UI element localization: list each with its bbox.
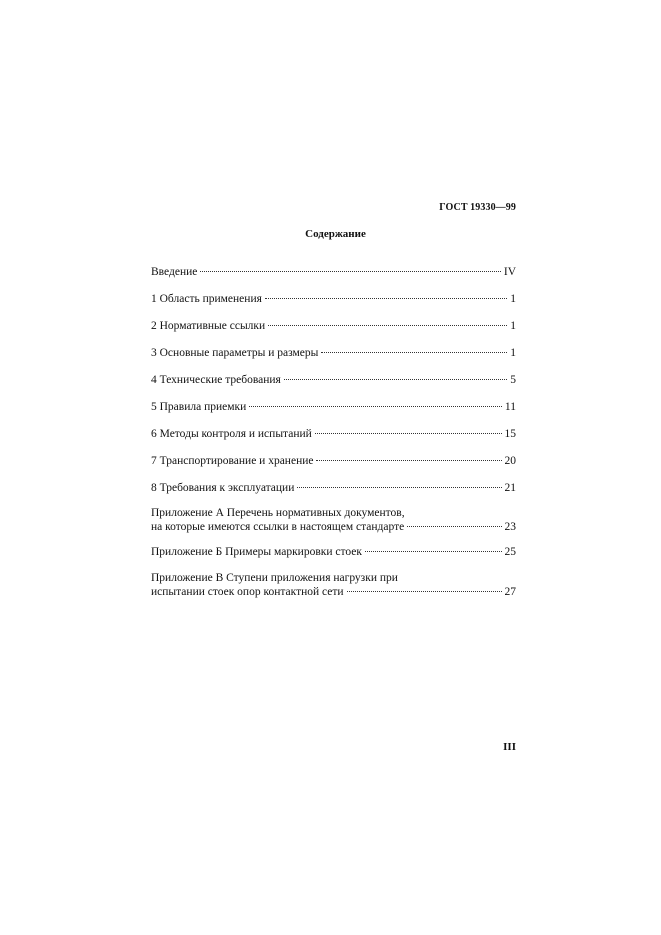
dot-leader xyxy=(347,590,502,592)
toc-entry-appendix-v[interactable] xyxy=(151,571,516,599)
toc-entry-page: 20 xyxy=(504,455,516,467)
toc-entry-test-methods[interactable] xyxy=(151,427,516,441)
toc-entry-page: 1 xyxy=(510,320,516,332)
toc-entry-text-line1: Приложение В Ступени приложения нагрузки при xyxy=(151,572,398,584)
toc-entry-text: 8 Требования к эксплуатации xyxy=(151,482,295,494)
toc-entry-scope[interactable] xyxy=(151,292,516,306)
toc-entry-text: 1 Область применения xyxy=(151,293,262,305)
toc-entry-page: 1 xyxy=(510,293,516,305)
toc-entry-text: на которые имеются ссылки в настоящем стандарте xyxy=(151,521,405,533)
toc-entry-introduction[interactable] xyxy=(151,265,516,279)
dot-leader xyxy=(316,459,501,461)
toc-entry-page: IV xyxy=(503,266,516,278)
toc-entry-page: 27 xyxy=(504,586,516,598)
toc-entry-text: 3 Основные параметры и размеры xyxy=(151,347,319,359)
toc-entry-transport-storage[interactable] xyxy=(151,454,516,468)
toc-entry-page: 15 xyxy=(504,428,516,440)
toc-entry-text: Введение xyxy=(151,266,198,278)
toc-entry-page: 1 xyxy=(510,347,516,359)
toc-entry-text: 4 Технические требования xyxy=(151,374,281,386)
toc-entry-operation-requirements[interactable] xyxy=(151,481,516,495)
toc-entry-page: 23 xyxy=(504,521,516,533)
toc-entry-page: 5 xyxy=(510,374,516,386)
toc-entry-page: 21 xyxy=(504,482,516,494)
dot-leader xyxy=(249,405,502,407)
dot-leader xyxy=(284,378,507,380)
toc-entry-text: 2 Нормативные ссылки xyxy=(151,320,266,332)
toc-entry-appendix-a[interactable] xyxy=(151,506,516,534)
toc-entry-page: 25 xyxy=(504,546,516,558)
toc-entry-page: 11 xyxy=(504,401,516,413)
dot-leader xyxy=(265,297,507,299)
dot-leader xyxy=(407,525,501,527)
toc-entry-text: испытании стоек опор контактной сети xyxy=(151,586,344,598)
toc-entry-text: Приложение Б Примеры маркировки стоек xyxy=(151,546,362,558)
dot-leader xyxy=(200,270,501,272)
dot-leader xyxy=(315,432,502,434)
toc-entry-normative-references[interactable] xyxy=(151,319,516,333)
toc-entry-text: 5 Правила приемки xyxy=(151,401,247,413)
dot-leader xyxy=(268,324,507,326)
dot-leader xyxy=(321,351,507,353)
page-number: III xyxy=(503,741,516,753)
document-code: ГОСТ 19330—99 xyxy=(439,202,516,213)
toc-entry-basic-parameters[interactable] xyxy=(151,346,516,360)
dot-leader xyxy=(365,550,502,552)
toc-entry-acceptance-rules[interactable] xyxy=(151,400,516,414)
toc-entry-appendix-b[interactable] xyxy=(151,545,516,559)
toc-entry-technical-requirements[interactable] xyxy=(151,373,516,387)
toc-title: Содержание xyxy=(305,228,366,240)
dot-leader xyxy=(297,486,501,488)
toc-entry-text: 6 Методы контроля и испытаний xyxy=(151,428,312,440)
toc-entry-text: 7 Транспортирование и хранение xyxy=(151,455,314,467)
toc-entry-text-line1: Приложение А Перечень нормативных документов, xyxy=(151,507,405,519)
